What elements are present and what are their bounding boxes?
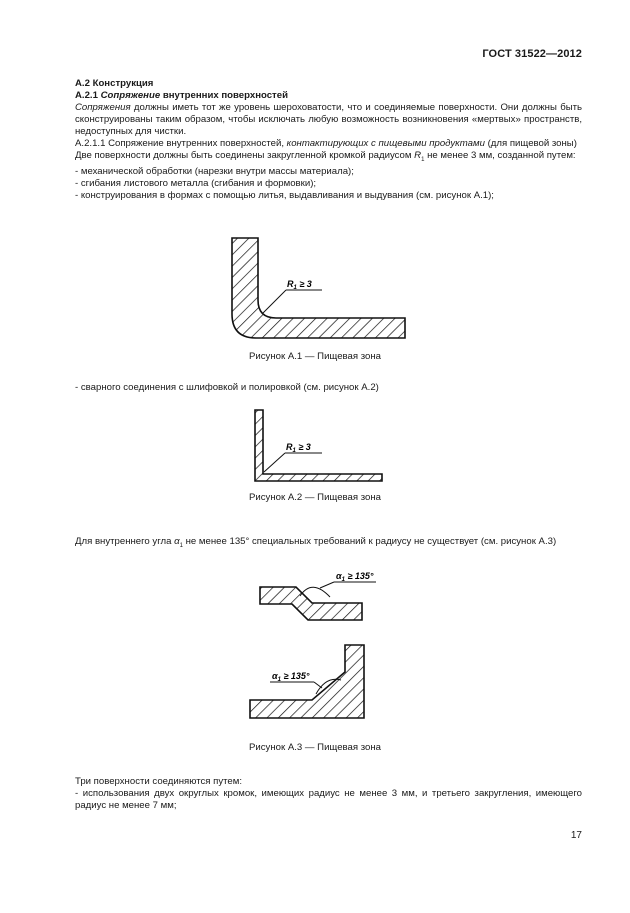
figure-a3-caption: Рисунок А.3 — Пищевая зона bbox=[249, 742, 381, 753]
subsection-title: А.2.1 Сопряжение внутренних поверхностей bbox=[75, 90, 288, 101]
paragraph-3: Две поверхности должны быть соединены закругленной кромкой радиусом $R_1$ не менее 3 мм, созданной путем: bbox=[75, 150, 576, 163]
figure-a1-label: $R_1 \ge 3$ bbox=[287, 279, 312, 291]
paragraph-1: Сопряжения должны иметь тот же уровень шероховатости, что и соединяемые поверхности. Они должны быть сконструированы таким образом, чтобы исключать любую возможность возникновения «мертвых» пространств, недоступных для чистки. bbox=[75, 102, 582, 137]
figure-a1-caption: Рисунок А.1 — Пищевая зона bbox=[249, 351, 381, 362]
paragraph-6: - использования двух округлых кромок, имеющих радиус не менее 3 мм, и третьего закругления, имеющего радиус не менее 7 мм; bbox=[75, 788, 582, 811]
figure-a3-upper-leader bbox=[320, 582, 334, 588]
text-block-bottom bbox=[75, 776, 582, 812]
page-number: 17 bbox=[570, 830, 582, 841]
list-item: - конструирования в формах с помощью литья, выдавливания и выдувания (см. рисунок А.1); bbox=[75, 189, 494, 201]
list-item: - механической обработки (нарезки внутри массы материала); bbox=[75, 165, 354, 177]
paragraph-5: Три поверхности соединяются путем: bbox=[75, 776, 243, 787]
section-title: А.2 Конструкция bbox=[75, 78, 154, 89]
figure-a3-lower-leader bbox=[314, 682, 322, 688]
paragraph-2: А.2.1.1 Сопряжение внутренних поверхностей, контактирующих с пищевыми продуктами (для пищевой зоны) bbox=[75, 138, 577, 149]
figure-a3-lower-label: $\alpha_1 \ge 135^\circ$ bbox=[272, 671, 310, 683]
list-item: - сгибания листового металла (сгибания и формовки); bbox=[75, 177, 317, 189]
figure-a2-label: $R_1 \ge 3$ bbox=[286, 442, 311, 454]
figure-a3-upper-label: $\alpha_1 \ge 135^\circ$ bbox=[336, 571, 374, 583]
list-item: - сварного соединения с шлифовкой и полировкой (см. рисунок А.2) bbox=[75, 382, 379, 393]
figure-a2-caption: Рисунок А.2 — Пищевая зона bbox=[249, 492, 381, 503]
figure-a3-upper-profile bbox=[260, 587, 362, 620]
document-header: ГОСТ 31522—2012 bbox=[482, 48, 582, 60]
paragraph-4: Для внутреннего угла $\alpha_1$ не менее 135° специальных требований к радиусу не существует (см. рисунок А.3) bbox=[75, 536, 557, 549]
